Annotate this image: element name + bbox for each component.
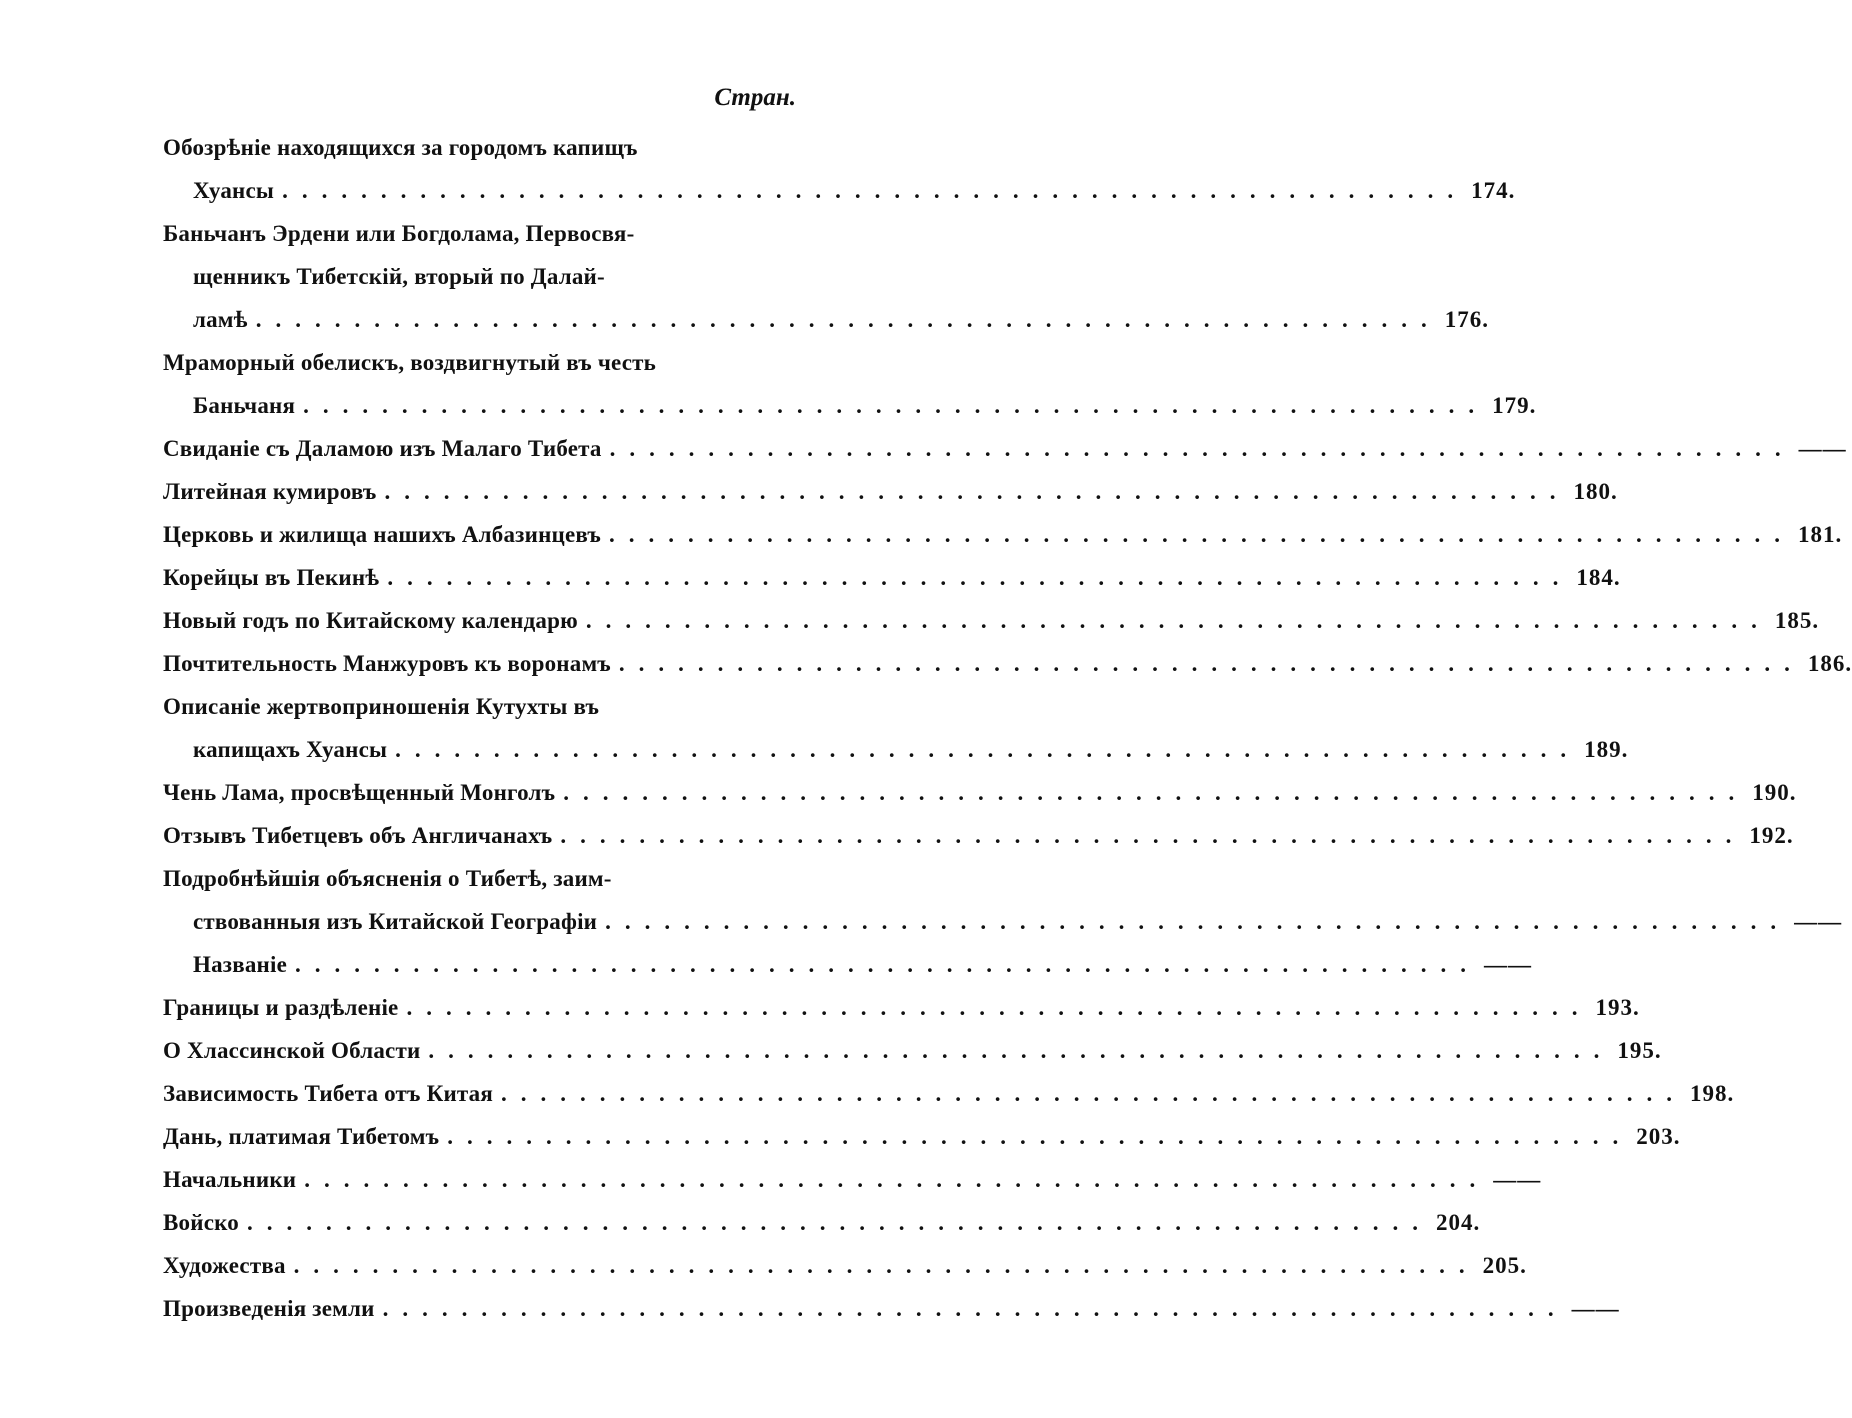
entry-title: Отзывъ Тибетцевъ объ Англичанахъ: [163, 823, 553, 848]
dot-leader: ............................................................: [255, 307, 1441, 332]
page-number: 179.: [1492, 393, 1537, 418]
dot-leader: ............................................................: [447, 1124, 1633, 1149]
entry-title: Литейная кумировъ: [163, 479, 377, 504]
page-number: 180.: [1573, 479, 1618, 504]
entry-title: Мраморный обелискъ, воздвигнутый въ честь: [163, 350, 656, 375]
dot-leader: ............................................................: [406, 995, 1592, 1020]
entry-title: Новый годъ по Китайскому календарю: [163, 608, 578, 633]
toc-line: [163, 212, 797, 255]
page-number: 203.: [1636, 1124, 1681, 1149]
toc-entry: [163, 427, 1847, 470]
entry-title: ламѣ: [193, 307, 248, 332]
toc-line: [163, 814, 1794, 857]
page-number: 186.: [1807, 651, 1852, 676]
entry-title: Названіе: [193, 952, 288, 977]
toc-line: [163, 255, 797, 298]
entry-title: Начальники: [163, 1167, 297, 1192]
page-number: 190.: [1752, 780, 1797, 805]
page-number: ——: [1484, 952, 1533, 977]
entry-title: Почтительность Манжуровъ къ воронамъ: [163, 651, 611, 676]
dot-leader: ............................................................: [560, 823, 1746, 848]
entry-title: Баньчанъ Эрдени или Богдолама, Первосвя-: [163, 221, 635, 246]
entry-title: Обозрѣніе находящихся за городомъ капищъ: [163, 135, 638, 160]
page-number: 174.: [1471, 178, 1516, 203]
toc-line: [163, 169, 1516, 212]
toc-line: [163, 1158, 1542, 1201]
toc-line: [163, 341, 797, 384]
toc-entry: [163, 814, 1794, 857]
dot-leader: ............................................................: [384, 479, 1570, 504]
toc-line: [163, 685, 797, 728]
entry-title: Баньчаня: [193, 393, 296, 418]
toc-line: [163, 1115, 1681, 1158]
entry-title: Дань, платимая Тибетомъ: [163, 1124, 440, 1149]
toc-entry: [163, 341, 1537, 427]
toc-entry: [163, 685, 1629, 771]
dot-leader: ............................................................: [282, 178, 1468, 203]
page-number: 198.: [1690, 1081, 1735, 1106]
entry-title: Чень Лама, просвѣщенный Монголъ: [163, 780, 556, 805]
toc-line: [163, 384, 1537, 427]
toc-entry: [163, 943, 1533, 986]
entry-title: капищахъ Хуансы: [193, 737, 388, 762]
entry-title: щенникъ Тибетскій, вторый по Далай-: [193, 264, 605, 289]
dot-leader: ............................................................: [293, 1253, 1479, 1278]
toc-line: [163, 986, 1640, 1029]
page-column-header: Стран.: [714, 84, 796, 111]
dot-leader: ............................................................: [605, 909, 1791, 934]
dot-leader: ............................................................: [304, 1167, 1490, 1192]
entry-title: О Хлассинской Области: [163, 1038, 421, 1063]
page-number: 204.: [1435, 1210, 1481, 1235]
dot-leader: ............................................................: [295, 952, 1481, 977]
entry-title: Зависимость Тибета отъ Китая: [163, 1081, 494, 1106]
toc-line: [163, 470, 1618, 513]
toc-entry: [163, 126, 1516, 212]
toc-entry: [163, 470, 1618, 513]
toc-line: [163, 599, 1820, 642]
page-number: 195.: [1617, 1038, 1662, 1063]
dot-leader: ............................................................: [618, 651, 1804, 676]
toc-line: [163, 556, 1621, 599]
table-of-contents: [163, 126, 1852, 1330]
page-number: 176.: [1444, 307, 1489, 332]
entry-title: Церковь и жилища нашихъ Албазинцевъ: [163, 522, 602, 547]
dot-leader: ............................................................: [303, 393, 1489, 418]
toc-entry: [163, 857, 1843, 943]
toc-line: [163, 771, 1797, 814]
page-number: 184.: [1576, 565, 1621, 590]
toc-entry: [163, 556, 1621, 599]
page-number: 185.: [1774, 608, 1820, 633]
page-number: ——: [1794, 909, 1843, 934]
dot-leader: ............................................................: [428, 1038, 1614, 1063]
toc-entry: [163, 1201, 1481, 1244]
toc-line: [163, 126, 797, 169]
page-number: ——: [1571, 1296, 1620, 1321]
toc-line: [163, 513, 1843, 556]
toc-entry: [163, 1158, 1542, 1201]
entry-title: Хуансы: [193, 178, 275, 203]
page-number: 192.: [1749, 823, 1794, 848]
dot-leader: ............................................................: [609, 522, 1795, 547]
dot-leader: ............................................................: [246, 1210, 1432, 1235]
toc-line: [163, 857, 797, 900]
page-number: 181.: [1798, 522, 1843, 547]
toc-entry: [163, 599, 1820, 642]
toc-line: [163, 298, 1489, 341]
toc-line: [163, 1029, 1662, 1072]
entry-title: Корейцы въ Пекинѣ: [163, 565, 380, 590]
toc-line: [163, 427, 1847, 470]
entry-title: Свиданіе съ Даламою изъ Малаго Тибета: [163, 436, 602, 461]
toc-line: [163, 943, 1533, 986]
toc-entry: [163, 1244, 1527, 1287]
page-number: ——: [1493, 1167, 1542, 1192]
entry-title: ствованныя изъ Китайской Географіи: [193, 909, 598, 934]
toc-entry: [163, 513, 1843, 556]
toc-entry: [163, 1072, 1735, 1115]
entry-title: Описаніе жертвоприношенія Кутухты въ: [163, 694, 600, 719]
toc-entry: [163, 642, 1852, 685]
entry-title: Границы и раздѣленіе: [163, 995, 399, 1020]
dot-leader: ............................................................: [387, 565, 1573, 590]
toc-entry: [163, 1029, 1662, 1072]
dot-leader: ............................................................: [609, 436, 1795, 461]
toc-line: [163, 1244, 1527, 1287]
toc-entry: [163, 212, 1489, 341]
page-number: 205.: [1482, 1253, 1527, 1278]
dot-leader: ............................................................: [585, 608, 1771, 633]
page-number: 193.: [1595, 995, 1640, 1020]
entry-title: Произведенія земли: [163, 1296, 375, 1321]
toc-line: [163, 728, 1629, 771]
toc-entry: [163, 771, 1797, 814]
page-number: ——: [1798, 436, 1847, 461]
page-number: 189.: [1584, 737, 1629, 762]
dot-leader: ............................................................: [501, 1081, 1687, 1106]
dot-leader: ............................................................: [395, 737, 1581, 762]
toc-entry: [163, 1287, 1620, 1330]
toc-line: [163, 1287, 1620, 1330]
entry-title: Подробнѣйшія объясненія о Тибетѣ, заим-: [163, 866, 612, 891]
toc-line: [163, 642, 1852, 685]
dot-leader: ............................................................: [563, 780, 1749, 805]
dot-leader: ............................................................: [382, 1296, 1568, 1321]
entry-title: Художества: [163, 1253, 286, 1278]
toc-line: [163, 1072, 1735, 1115]
toc-entry: [163, 986, 1640, 1029]
entry-title: Войско: [163, 1210, 239, 1235]
toc-line: [163, 900, 1843, 943]
toc-line: [163, 1201, 1481, 1244]
toc-entry: [163, 1115, 1681, 1158]
